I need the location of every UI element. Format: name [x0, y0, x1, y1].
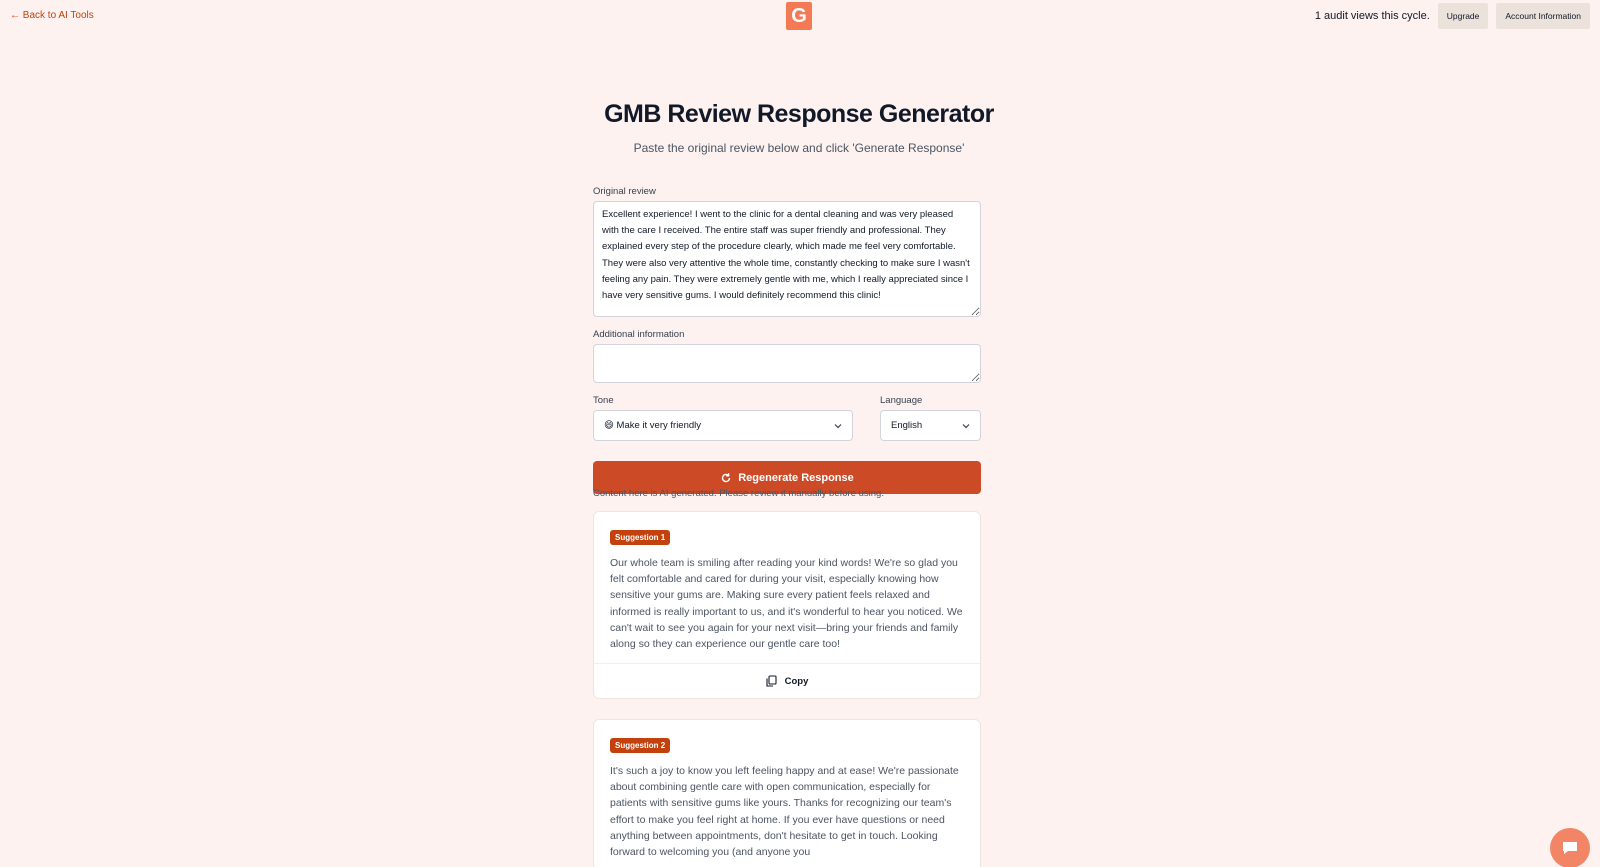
chat-icon: [1560, 839, 1580, 857]
account-information-button[interactable]: Account Information: [1496, 3, 1590, 29]
regenerate-label: Regenerate Response: [738, 471, 854, 484]
suggestion-text: It's such a joy to know you left feeling happy and at ease! We're passionate about combining gentle care with open communication, especially for patients with sensitive gums like yours. Thanks for recognizing our team's effort to make you feel right at home. If you ever have questions or need anything between appointments, don't hesitate to get in touch. Looking forward to welcoming you (and anyone you: [610, 765, 959, 859]
additional-info-label: Additional information: [593, 329, 685, 340]
original-review-textarea[interactable]: [593, 201, 981, 317]
original-review-label: Original review: [593, 186, 656, 197]
chevron-down-icon: [961, 421, 971, 431]
language-select-value: English: [891, 420, 923, 431]
chat-widget-button[interactable]: [1550, 828, 1590, 867]
ai-disclaimer: Content here is AI generated. Please review it manually before using.: [593, 488, 884, 499]
tone-select[interactable]: [593, 410, 853, 441]
chevron-down-icon: [833, 421, 843, 431]
page-subtitle: Paste the original review below and click 'Generate Response': [633, 141, 965, 155]
page-title: GMB Review Response Generator: [604, 100, 994, 128]
language-label: Language: [880, 395, 923, 406]
upgrade-button[interactable]: Upgrade: [1438, 3, 1489, 29]
copy-button[interactable]: [594, 663, 980, 698]
additional-info-textarea[interactable]: [593, 344, 981, 383]
suggestion-badge: Suggestion 1: [610, 530, 670, 545]
top-right-actions: [1315, 3, 1590, 29]
tone-select-value: 😄 Make it very friendly: [604, 420, 702, 431]
suggestion-card-1: [593, 511, 981, 699]
back-to-ai-tools-link[interactable]: ← Back to AI Tools: [10, 10, 94, 21]
copy-label: Copy: [784, 675, 809, 687]
refresh-icon: [720, 472, 732, 484]
audit-views-text: 1 audit views this cycle.: [1314, 10, 1430, 22]
suggestion-badge: Suggestion 2: [610, 738, 670, 753]
tone-label: Tone: [593, 395, 614, 406]
top-bar: [0, 0, 1600, 32]
suggestion-text: Our whole team is smiling after reading your kind words! We're so glad you felt comfortable and cared for during your visit, especially knowing how sensitive your gums are. Making sure every patient feels relaxed and informed is really important to us, and it's wonderful to hear you noticed. We can't wait to see you again for your next visit—bring your friends and family along so they can experience our gentle care too!: [610, 557, 963, 651]
language-select[interactable]: [880, 410, 981, 441]
logo: G: [786, 2, 812, 30]
copy-icon: [766, 675, 777, 687]
suggestion-card-2: [593, 719, 981, 867]
